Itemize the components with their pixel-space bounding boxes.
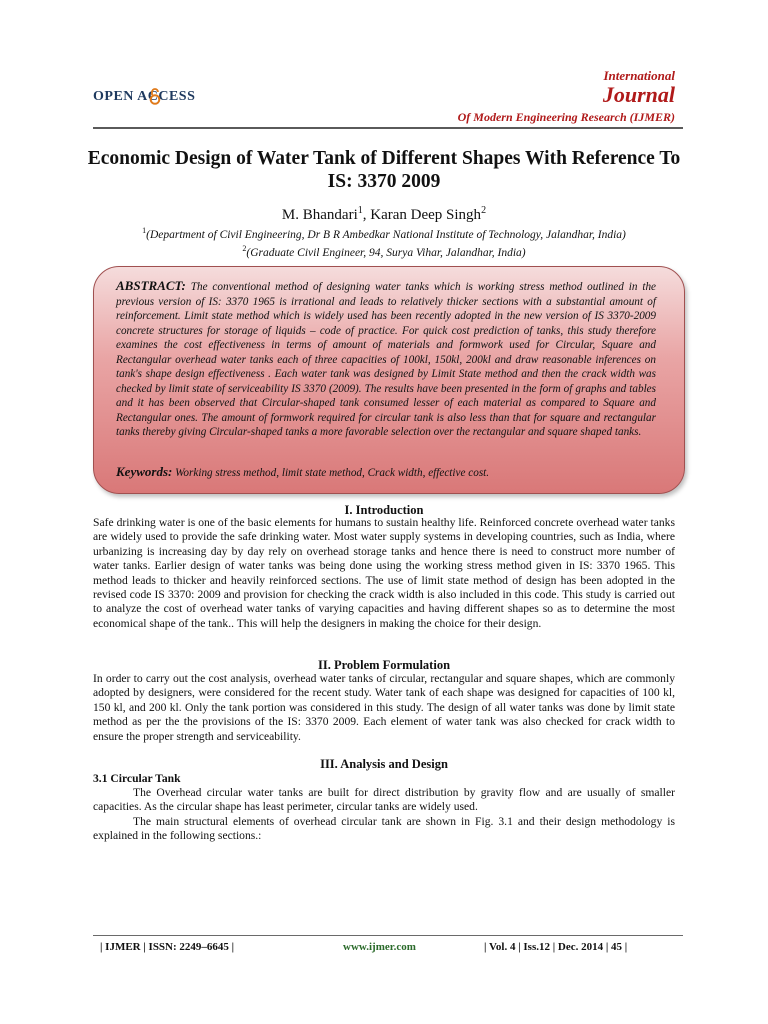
open-access-label: OPEN ACCESS	[93, 89, 196, 104]
journal-word: Journal	[602, 82, 675, 107]
footer-website-link[interactable]: www.ijmer.com	[343, 941, 416, 953]
abstract	[116, 279, 656, 440]
journal-name: Of Modern Engineering Research (IJMER)	[457, 110, 675, 124]
paper-title: Economic Design of Water Tank of Different Shapes With Reference To IS: 3370 2009	[87, 148, 681, 192]
author-line	[93, 205, 675, 224]
circular-tank-paragraph-1: The Overhead circular water tanks are built for direct distribution by gravity flow and are usually of smaller capacities. As the circular shape has least perimeter, circular tanks are widely used.	[93, 786, 675, 814]
keywords	[116, 464, 656, 480]
journal-international: International	[603, 68, 675, 83]
problem-paragraph: In order to carry out the cost analysis, overhead water tanks of circular, rectangular and square shapes, which are commonly adopted by designers, were considered for the recent study. Water tank of each shape was designed for capacities of 100 kl, 150 kl, and 200 kl. Only the tank portion was considered in this study. The design of all water tanks was done by limit state method as per the the provisions of the IS: 3370 2009. Each element of water tank was also checked for crack width to ensure the proper strength and serviceability.	[93, 672, 675, 743]
footer-divider	[93, 935, 683, 936]
affiliation-1-sup: 1	[142, 226, 147, 235]
author-2: , Karan Deep Singh	[362, 207, 482, 223]
author-1: M. Bhandari	[281, 207, 358, 223]
keywords-text: Working stress method, limit state method, Crack width, effective cost.	[175, 467, 490, 479]
affiliation-2	[93, 242, 675, 260]
affiliation-1-text: (Department of Civil Engineering, Dr B R Ambedkar National Institute of Technology, Jalandhar, India)	[146, 228, 626, 241]
affiliation-2-text: (Graduate Civil Engineer, 94, Surya Vihar, Jalandhar, India)	[246, 246, 526, 259]
section-heading-introduction: I. Introduction	[344, 503, 424, 517]
section-heading-problem: II. Problem Formulation	[317, 658, 451, 672]
footer-volume: | Vol. 4 | Iss.12 | Dec. 2014 | 45 |	[484, 941, 628, 953]
keywords-label: Keywords:	[116, 464, 173, 479]
header-divider	[93, 127, 683, 129]
affiliation-1	[93, 224, 675, 242]
open-lock-icon	[149, 88, 161, 105]
section-heading-analysis: III. Analysis and Design	[320, 757, 448, 771]
abstract-label: ABSTRACT:	[116, 278, 186, 293]
author-2-sup: 2	[481, 205, 487, 216]
affiliation-2-sup: 2	[242, 243, 247, 253]
abstract-body: The conventional method of designing water tanks which is working stress method outlined in the previous version of IS: 3370 1965 is irrational and leads to relatively thicker sections with a substantial amount of reinforcement. Limit state method which is widely used has been recently adopted in the new version of IS 3370-2009 concrete structures for storage of liquids – code of practice. For quick cost prediction of tanks, this study therefore examines the cost effectiveness in terms of amount of materials and formwork used for Circular, Square and Rectangular overhead water tanks each of three capacities of 100kl, 150kl, 200kl and draw reasonable inferences on tank's shape design effectiveness . Each water tank was designed by Limit State method and then the crack width was checked by limit state of serviceability IS 3370 (2009). The results have been presented in the form of graphs and tables and it has been observed that Circular-shaped tank consumed lesser of each material as compared to Square and Rectangular ones. The amount of formwork required for circular tank is also less than that for square and rectangular tanks thereby giving Circular-shaped tanks a more favorable selection over the rectangular and square shaped tanks.	[116, 281, 657, 438]
footer-issn: | IJMER | ISSN: 2249–6645 |	[100, 941, 235, 953]
author-1-sup: 1	[357, 205, 363, 216]
circular-tank-paragraph-2: The main structural elements of overhead circular tank are shown in Fig. 3.1 and their design methodology is explained in the following sections.:	[93, 815, 675, 843]
introduction-paragraph: Safe drinking water is one of the basic elements for humans to sustain healthy life. Reinforced concrete overhead water tanks are widely used to provide the safe drinking water. Most water supply systems in developing countries, such as India, where urbanizing is increasing day by day rely on overhead storage tanks and hence there is need to construct more number of water tanks. Earlier design of water tanks was being done using the working stress method given in IS: 3370 1965. This method leads to thicker and heavily reinforced sections. The use of limit state method of design has been adopted in the revised code IS 3370: 2009 and provision for checking the crack width is also included in this code. This study is carried out to analyze the cost of overhead water tanks of varying capacities and having different shapes so as to determine the most economical shape of the tank.. This will help the designers in making the choice for their design.	[93, 516, 675, 630]
affiliations	[93, 224, 675, 260]
open-access-logo	[93, 89, 195, 105]
subsection-heading-circular-tank: 3.1 Circular Tank	[93, 772, 181, 785]
